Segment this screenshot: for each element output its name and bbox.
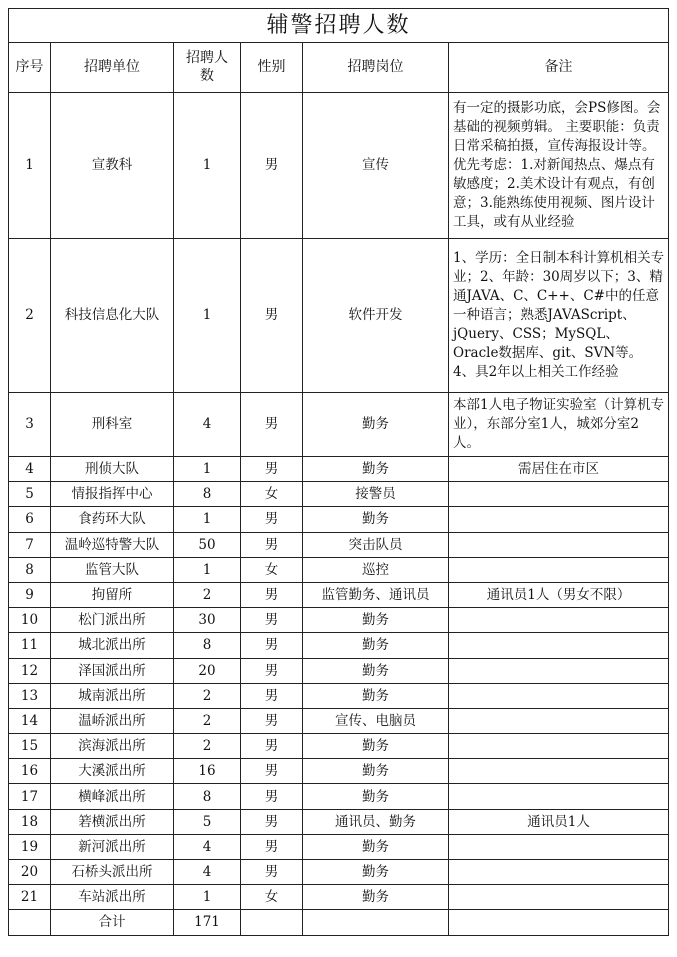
total-row	[9, 910, 669, 935]
table-row	[9, 860, 669, 885]
cell-seq: 2	[9, 239, 51, 393]
total-label: 合计	[51, 910, 174, 935]
cell-count: 8	[174, 784, 241, 809]
cell-post: 勤务	[303, 885, 449, 910]
cell-post: 勤务	[303, 633, 449, 658]
cell-gender: 男	[241, 393, 303, 457]
header-row	[9, 43, 669, 93]
cell-unit: 情报指挥中心	[51, 482, 174, 507]
cell-count: 1	[174, 507, 241, 532]
cell-count: 1	[174, 557, 241, 582]
cell-unit: 泽国派出所	[51, 658, 174, 683]
cell-unit: 宣教科	[51, 93, 174, 239]
cell-post: 勤务	[303, 393, 449, 457]
cell-gender: 男	[241, 582, 303, 607]
cell-remark: 有一定的摄影功底，会PS修图。会基础的视频剪辑。 主要职能：负责日常采稿拍摄，宣传海报设计等。优先考虑：1.对新闻热点、爆点有敏感度；2.美术设计有观点，有创意；3.能熟练使用视频、图片设计工具，或有从业经验	[449, 93, 669, 239]
cell-gender: 男	[241, 93, 303, 239]
cell-remark: 需居住在市区	[449, 457, 669, 482]
cell-seq: 7	[9, 532, 51, 557]
cell-count: 1	[174, 93, 241, 239]
table-row	[9, 784, 669, 809]
table-row	[9, 708, 669, 733]
cell-empty	[449, 910, 669, 935]
cell-seq: 14	[9, 708, 51, 733]
cell-gender: 男	[241, 658, 303, 683]
cell-count: 8	[174, 482, 241, 507]
cell-unit: 城北派出所	[51, 633, 174, 658]
cell-post: 软件开发	[303, 239, 449, 393]
cell-count: 4	[174, 860, 241, 885]
cell-seq: 18	[9, 809, 51, 834]
cell-gender: 男	[241, 507, 303, 532]
cell-post: 通讯员、勤务	[303, 809, 449, 834]
table-row	[9, 482, 669, 507]
cell-post: 勤务	[303, 784, 449, 809]
cell-remark	[449, 708, 669, 733]
cell-unit: 食药环大队	[51, 507, 174, 532]
table-row	[9, 608, 669, 633]
cell-gender: 男	[241, 239, 303, 393]
cell-post: 勤务	[303, 683, 449, 708]
cell-seq: 11	[9, 633, 51, 658]
cell-empty	[303, 910, 449, 935]
cell-seq: 21	[9, 885, 51, 910]
cell-gender: 男	[241, 860, 303, 885]
cell-count: 1	[174, 239, 241, 393]
cell-count: 2	[174, 734, 241, 759]
cell-post: 勤务	[303, 507, 449, 532]
table-row	[9, 532, 669, 557]
cell-post: 宣传	[303, 93, 449, 239]
cell-unit: 刑科室	[51, 393, 174, 457]
cell-unit: 监管大队	[51, 557, 174, 582]
cell-seq: 12	[9, 658, 51, 683]
table-row	[9, 734, 669, 759]
cell-unit: 温峤派出所	[51, 708, 174, 733]
cell-unit: 大溪派出所	[51, 759, 174, 784]
cell-count: 2	[174, 582, 241, 607]
cell-seq: 4	[9, 457, 51, 482]
cell-remark: 本部1人电子物证实验室（计算机专业），东部分室1人，城郊分室2人。	[449, 393, 669, 457]
table-row	[9, 582, 669, 607]
cell-count: 2	[174, 683, 241, 708]
cell-post: 监管勤务、通讯员	[303, 582, 449, 607]
cell-unit: 滨海派出所	[51, 734, 174, 759]
table-title: 辅警招聘人数	[9, 9, 669, 43]
cell-count: 5	[174, 809, 241, 834]
cell-unit: 刑侦大队	[51, 457, 174, 482]
cell-gender: 男	[241, 809, 303, 834]
cell-seq: 15	[9, 734, 51, 759]
cell-remark	[449, 683, 669, 708]
table-row	[9, 239, 669, 393]
cell-count: 30	[174, 608, 241, 633]
cell-gender: 男	[241, 784, 303, 809]
cell-post: 勤务	[303, 608, 449, 633]
cell-gender: 男	[241, 834, 303, 859]
cell-remark	[449, 834, 669, 859]
cell-seq: 6	[9, 507, 51, 532]
cell-seq: 17	[9, 784, 51, 809]
cell-count: 20	[174, 658, 241, 683]
cell-gender: 男	[241, 683, 303, 708]
cell-unit: 城南派出所	[51, 683, 174, 708]
table-row	[9, 809, 669, 834]
cell-gender: 男	[241, 633, 303, 658]
recruitment-table	[8, 8, 669, 936]
cell-post: 勤务	[303, 658, 449, 683]
cell-post: 勤务	[303, 834, 449, 859]
cell-post: 接警员	[303, 482, 449, 507]
cell-unit: 拘留所	[51, 582, 174, 607]
table-row	[9, 658, 669, 683]
cell-gender: 男	[241, 734, 303, 759]
cell-seq: 19	[9, 834, 51, 859]
cell-remark: 通讯员1人	[449, 809, 669, 834]
cell-remark: 1、学历：全日制本科计算机相关专业；2、年龄：30周岁以下；3、精通JAVA、C、C++、C#中的任意一种语言；熟悉JAVAScript、jQuery、CSS；MySQL、Oracle数据库、git、SVN等。4、具2年以上相关工作经验	[449, 239, 669, 393]
cell-seq: 9	[9, 582, 51, 607]
table-row	[9, 834, 669, 859]
cell-remark	[449, 557, 669, 582]
table-row	[9, 93, 669, 239]
cell-gender: 女	[241, 885, 303, 910]
cell-count: 16	[174, 759, 241, 784]
cell-unit: 石桥头派出所	[51, 860, 174, 885]
cell-seq: 8	[9, 557, 51, 582]
cell-remark	[449, 658, 669, 683]
table-row	[9, 759, 669, 784]
table-row	[9, 393, 669, 457]
cell-count: 8	[174, 633, 241, 658]
cell-remark	[449, 507, 669, 532]
cell-remark	[449, 532, 669, 557]
cell-post: 勤务	[303, 759, 449, 784]
header-seq: 序号	[9, 43, 51, 93]
cell-unit: 横峰派出所	[51, 784, 174, 809]
cell-count: 50	[174, 532, 241, 557]
cell-gender: 男	[241, 532, 303, 557]
table-row	[9, 885, 669, 910]
cell-seq: 10	[9, 608, 51, 633]
cell-post: 勤务	[303, 734, 449, 759]
cell-seq: 20	[9, 860, 51, 885]
cell-seq: 16	[9, 759, 51, 784]
cell-seq: 3	[9, 393, 51, 457]
cell-count: 2	[174, 708, 241, 733]
total-count: 171	[174, 910, 241, 935]
title-row	[9, 9, 669, 43]
table-row	[9, 683, 669, 708]
cell-count: 1	[174, 457, 241, 482]
header-gender: 性别	[241, 43, 303, 93]
cell-gender: 男	[241, 708, 303, 733]
header-post: 招聘岗位	[303, 43, 449, 93]
cell-empty	[241, 910, 303, 935]
header-unit: 招聘单位	[51, 43, 174, 93]
cell-remark	[449, 885, 669, 910]
table-row	[9, 633, 669, 658]
header-count: 招聘人数	[174, 43, 241, 93]
cell-count: 1	[174, 885, 241, 910]
cell-gender: 女	[241, 482, 303, 507]
cell-remark	[449, 482, 669, 507]
table-row	[9, 557, 669, 582]
cell-remark	[449, 633, 669, 658]
cell-remark	[449, 608, 669, 633]
cell-gender: 男	[241, 457, 303, 482]
cell-remark	[449, 759, 669, 784]
cell-post: 宣传、电脑员	[303, 708, 449, 733]
table-row	[9, 457, 669, 482]
table-row	[9, 507, 669, 532]
cell-empty	[9, 910, 51, 935]
cell-post: 勤务	[303, 860, 449, 885]
header-remark: 备注	[449, 43, 669, 93]
cell-count: 4	[174, 834, 241, 859]
cell-remark: 通讯员1人（男女不限）	[449, 582, 669, 607]
cell-gender: 女	[241, 557, 303, 582]
cell-unit: 新河派出所	[51, 834, 174, 859]
cell-remark	[449, 860, 669, 885]
cell-seq: 1	[9, 93, 51, 239]
cell-post: 勤务	[303, 457, 449, 482]
cell-gender: 男	[241, 759, 303, 784]
cell-unit: 松门派出所	[51, 608, 174, 633]
cell-unit: 科技信息化大队	[51, 239, 174, 393]
cell-unit: 温岭巡特警大队	[51, 532, 174, 557]
cell-count: 4	[174, 393, 241, 457]
cell-unit: 箬横派出所	[51, 809, 174, 834]
cell-post: 巡控	[303, 557, 449, 582]
cell-seq: 13	[9, 683, 51, 708]
cell-post: 突击队员	[303, 532, 449, 557]
cell-remark	[449, 784, 669, 809]
cell-gender: 男	[241, 608, 303, 633]
cell-unit: 车站派出所	[51, 885, 174, 910]
cell-seq: 5	[9, 482, 51, 507]
cell-remark	[449, 734, 669, 759]
